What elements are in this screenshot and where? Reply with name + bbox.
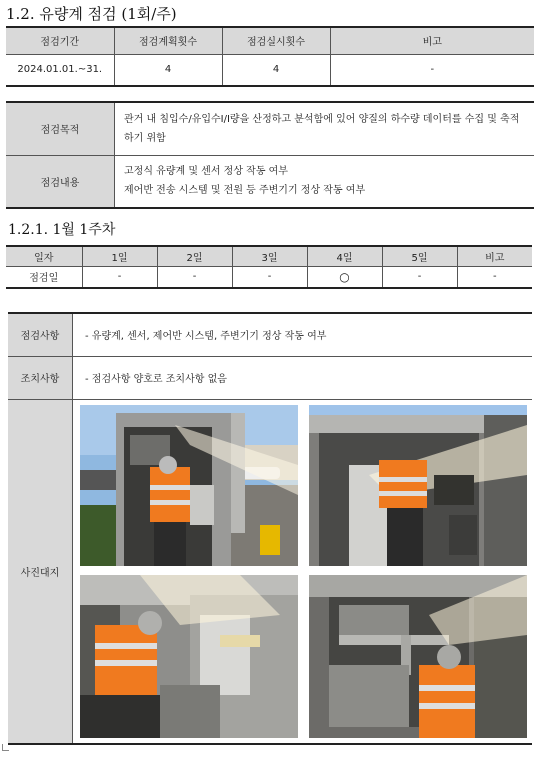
purpose-table	[6, 101, 534, 209]
cell-day-1: -	[82, 266, 157, 288]
photo-label: 사진대지	[8, 399, 73, 744]
page-corner-mark	[2, 744, 9, 751]
content-line-1: 고정식 유량계 및 센서 정상 작동 여부	[124, 166, 288, 178]
header-day-2: 2일	[157, 246, 232, 266]
header-day-1: 1일	[82, 246, 157, 266]
header-performed-count: 점검실시횟수	[222, 27, 330, 54]
subsection-title: 1.2.1. 1월 1주차	[8, 222, 116, 238]
header-planned-count: 점검계획횟수	[114, 27, 222, 54]
cell-week-remarks: -	[492, 271, 497, 283]
photo-grid	[73, 399, 533, 744]
cell-day-3: -	[232, 266, 307, 288]
action-label: 조치사항	[8, 356, 73, 399]
week-table	[6, 245, 532, 289]
cell-performed-count: 4	[222, 54, 330, 86]
cell-planned-count: 4	[114, 54, 222, 86]
header-day-4: 4일	[307, 246, 382, 266]
items-text: - 유량계, 센서, 제어반 시스템, 주변기기 정상 작동 여부	[85, 331, 327, 343]
action-text: - 점검사항 양호로 조치사항 없음	[85, 374, 227, 385]
items-label: 점검사항	[8, 313, 73, 356]
plan-table	[6, 26, 534, 87]
inspection-photo-2	[309, 405, 527, 566]
cell-day-5: -	[382, 266, 457, 288]
cell-inspection-day-label: 점검일	[6, 266, 82, 288]
cell-period: 2024.01.01.~31.	[6, 54, 114, 86]
inspection-photo-4	[309, 575, 527, 738]
content-line-2: 제어반 전송 시스템 및 전원 등 주변기기 정상 작동 여부	[124, 185, 366, 197]
content-text	[115, 155, 535, 208]
cell-day-2: -	[157, 266, 232, 288]
purpose-label: 점검목적	[6, 102, 115, 155]
inspection-photo-3	[80, 575, 298, 738]
section-title: 1.2. 유량계 점검 (1회/주)	[6, 5, 177, 23]
inspection-photo-1	[80, 405, 298, 566]
cell-remarks: -	[430, 64, 435, 76]
purpose-text: 관거 내 침입수/유입수I/I량을 산정하고 분석함에 있어 양질의 하수량 데이터를 수집 및 축적하기 위함	[124, 113, 520, 144]
header-day-3: 3일	[232, 246, 307, 266]
header-week-remarks: 비고	[457, 246, 532, 266]
header-date: 일자	[6, 246, 82, 266]
header-period: 점검기간	[6, 27, 114, 54]
cell-day-4: ○	[307, 266, 382, 288]
header-day-5: 5일	[382, 246, 457, 266]
content-label: 점검내용	[6, 155, 115, 208]
detail-table	[8, 312, 532, 745]
header-remarks: 비고	[330, 27, 534, 54]
